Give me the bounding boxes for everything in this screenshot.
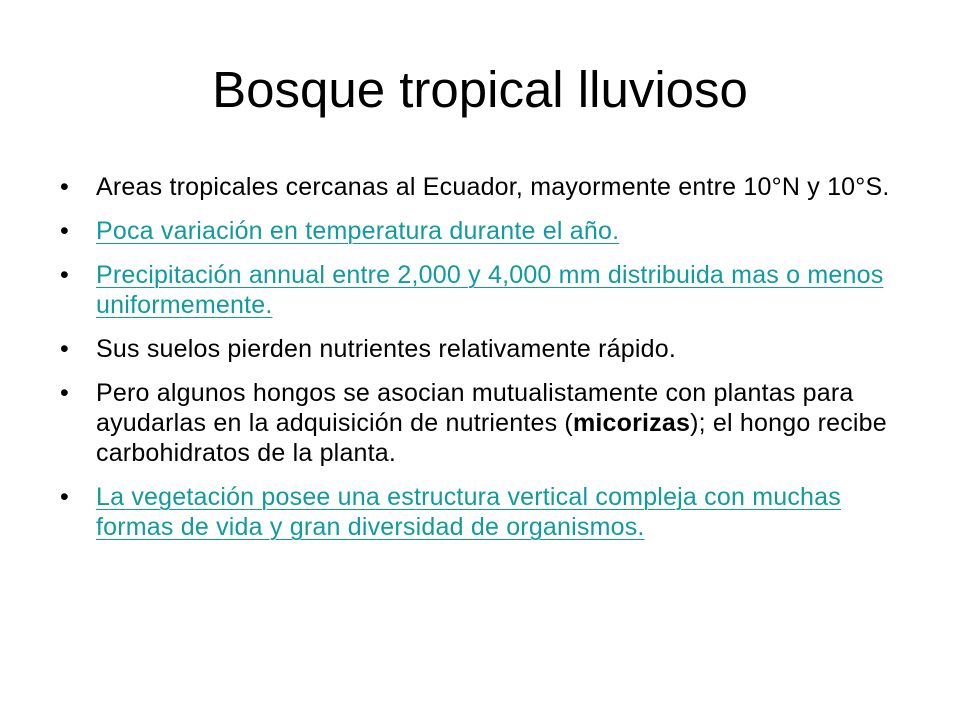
bullet-dot-icon: • bbox=[60, 173, 69, 201]
bullet-dot-icon: • bbox=[60, 335, 69, 363]
bullet-item-soils bbox=[60, 334, 910, 364]
bullet-list bbox=[60, 172, 910, 556]
bullet-item-temperature bbox=[60, 216, 910, 246]
bullet-text: Areas tropicales cercanas al Ecuador, mayormente entre 10°N y 10°S. bbox=[96, 173, 890, 201]
bullet-dot-icon: • bbox=[60, 217, 69, 245]
bullet-text: Sus suelos pierden nutrientes relativamente rápido. bbox=[96, 335, 676, 363]
bullet-dot-icon: • bbox=[60, 261, 69, 289]
bullet-link-precipitation[interactable]: Precipitación annual entre 2,000 y 4,000 mm distribuida mas o menos uniformemente. bbox=[96, 261, 884, 319]
bullet-link-temperature[interactable]: Poca variación en temperatura durante el año. bbox=[96, 217, 620, 245]
bullet-text-before-bold: Pero algunos hongos se asocian mutualistamente con plantas para ayudarlas en la adquisición de nutrientes ( bbox=[96, 379, 854, 437]
bullet-item-location bbox=[60, 172, 910, 202]
bullet-item-vegetation bbox=[60, 482, 910, 542]
bullet-text-after-bold: ); el hongo recibe carbohidratos de la planta. bbox=[96, 409, 887, 467]
bullet-item-fungi bbox=[60, 378, 910, 468]
slide-title: Bosque tropical lluvioso bbox=[212, 61, 748, 118]
bullet-dot-icon: • bbox=[60, 483, 69, 511]
bullet-link-vegetation[interactable]: La vegetación posee una estructura vertical compleja con muchas formas de vida y gran diversidad de organismos. bbox=[96, 483, 841, 541]
bullet-dot-icon: • bbox=[60, 379, 69, 407]
bullet-item-precipitation bbox=[60, 260, 910, 320]
bullet-bold-term: micorizas bbox=[572, 409, 691, 437]
